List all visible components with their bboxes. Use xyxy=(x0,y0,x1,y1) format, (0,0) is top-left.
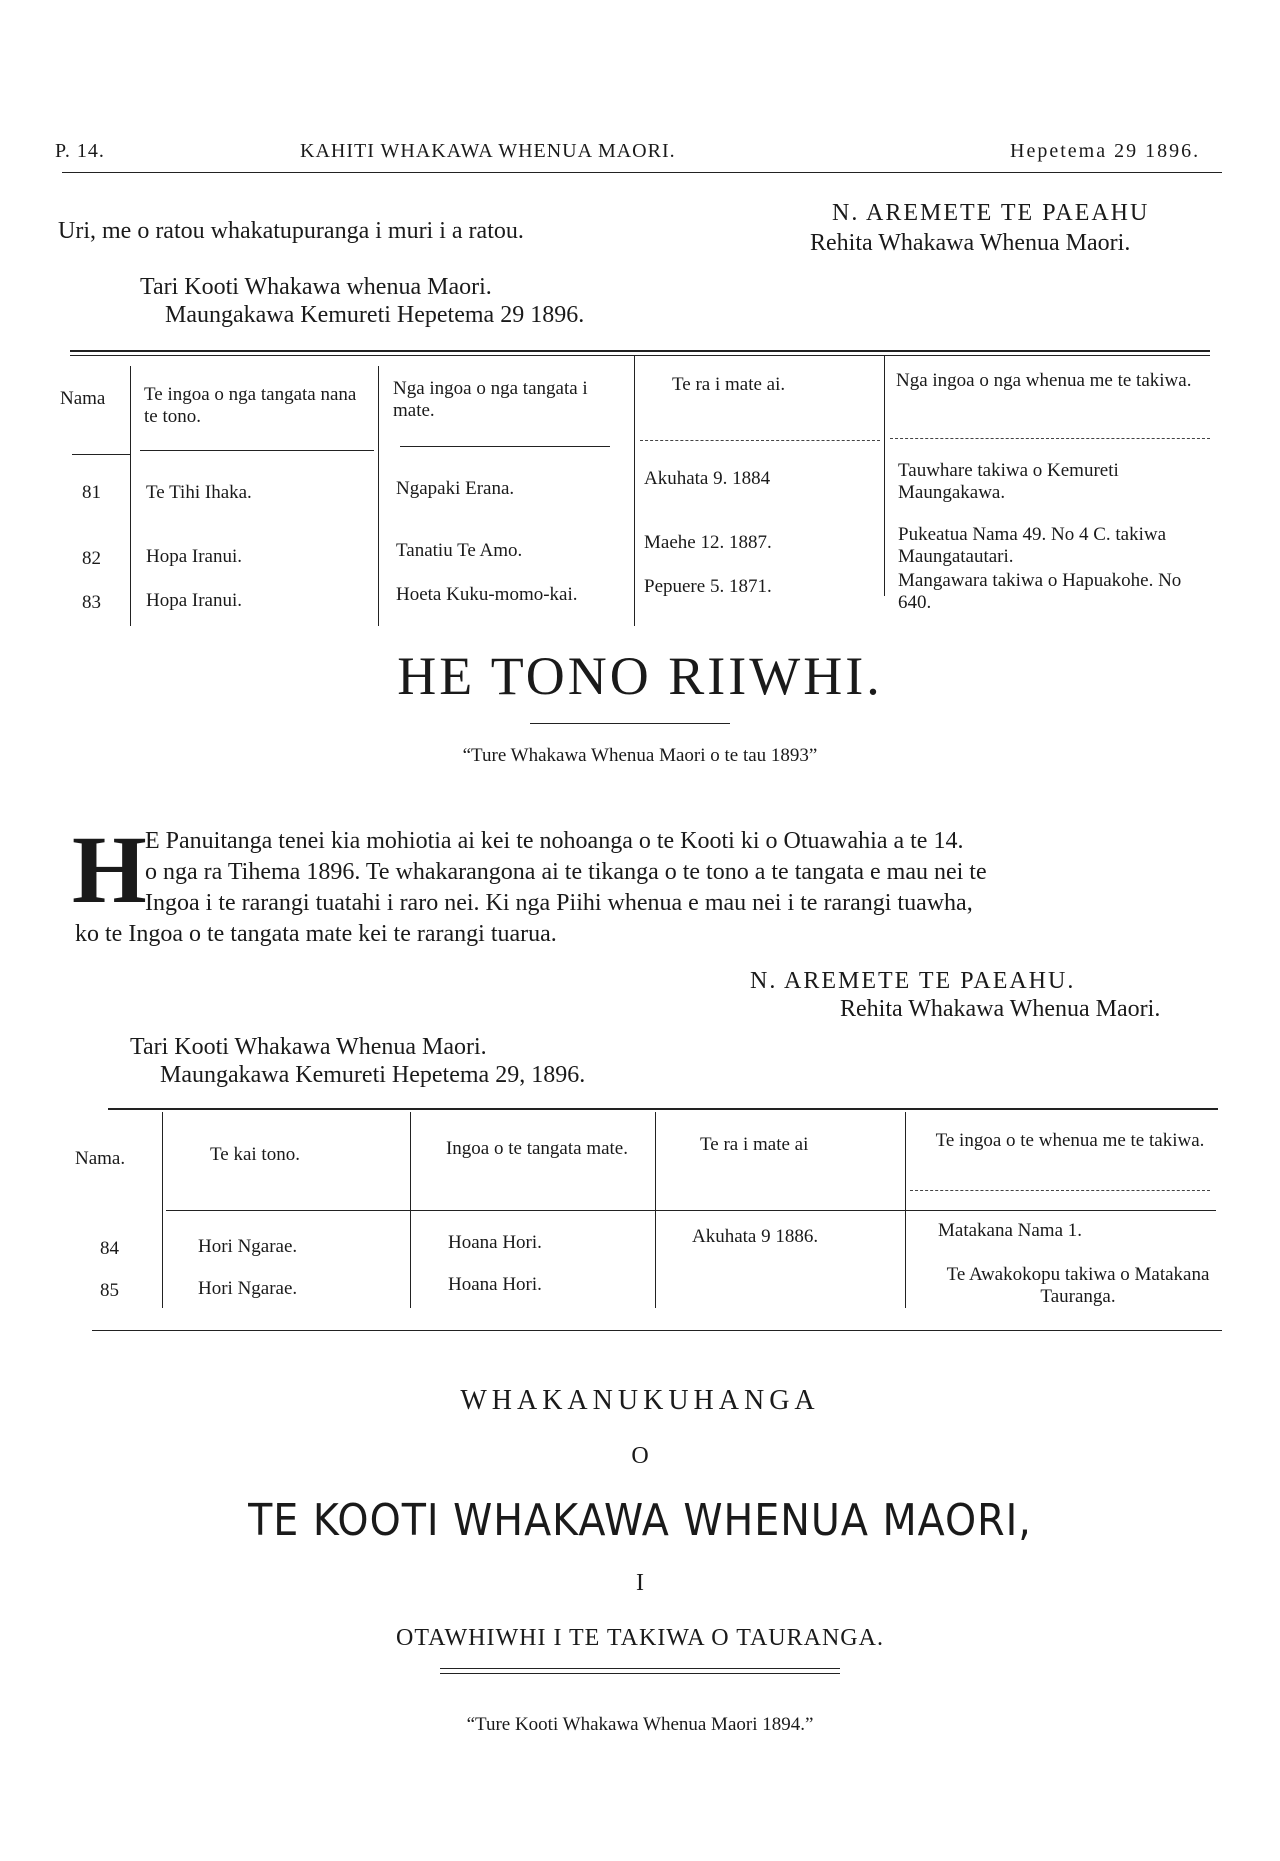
notice-place-date: Maungakawa Kemureti Hepetema 29 1896. xyxy=(165,302,585,328)
signature-name: N. AREMETE TE PAEAHU. xyxy=(750,968,1076,994)
body-line: ko te Ingoa o te tangata mate kei te rarangi tuarua. xyxy=(75,921,557,947)
column-divider xyxy=(884,356,885,596)
land-block: Mangawara takiwa o Hapuakohe. No 640. xyxy=(898,570,1182,613)
body-line: Ingoa i te rarangi tuatahi i raro nei. Ki nga Piihi whenua e mau nei i te rarangi tuawha, xyxy=(145,890,973,916)
notice-closing-line: Uri, me o ratou whakatupuranga i muri i a ratou. xyxy=(58,218,524,244)
column-divider xyxy=(634,356,635,626)
notice-signature-title: Rehita Whakawa Whenua Maori. xyxy=(810,230,1131,256)
column-header: Te ingoa o nga tangata nana te tono. xyxy=(144,384,357,427)
column-header: Te ra i mate ai. xyxy=(672,374,786,395)
body-line: E Panuitanga tenei kia mohiotia ai kei te nohoanga o te Kooti ki o Otuawahia a te 14. xyxy=(145,828,964,854)
signature-title: Rehita Whakawa Whenua Maori. xyxy=(840,996,1161,1022)
header-underline xyxy=(400,446,610,447)
table-top-rule-inner xyxy=(70,355,1210,356)
body-line: o nga ra Tihema 1896. Te whakarangona ai te tikanga o te tono a te tangata e mau nei te xyxy=(145,859,987,885)
header-rule xyxy=(62,172,1222,173)
row-number: 85 xyxy=(100,1280,119,1301)
column-header: Ingoa o te tangata mate. xyxy=(445,1138,628,1159)
header-underline xyxy=(140,450,374,451)
header-underline xyxy=(890,438,1210,439)
title-rule xyxy=(530,723,730,724)
office-name: Tari Kooti Whakawa Whenua Maori. xyxy=(130,1034,487,1060)
section-title: HE TONO RIIWHI. xyxy=(397,646,883,706)
column-divider xyxy=(162,1112,163,1308)
notice-office: Tari Kooti Whakawa whenua Maori. xyxy=(140,274,492,300)
header-underline xyxy=(166,1210,1216,1211)
place-date: Maungakawa Kemureti Hepetema 29, 1896. xyxy=(160,1062,586,1088)
section-rule xyxy=(440,1673,840,1674)
act-reference: “Ture Kooti Whakawa Whenua Maori 1894.” xyxy=(466,1714,814,1735)
column-header: Te kai tono. xyxy=(210,1144,300,1165)
column-header: Nama xyxy=(60,388,106,409)
table-bottom-rule xyxy=(92,1330,1222,1331)
header-date: Hepetema 29 1896. xyxy=(1010,140,1201,162)
applicant-name: Hopa Iranui. xyxy=(146,590,243,611)
death-date: Akuhata 9. 1884 xyxy=(644,468,771,489)
table-top-rule xyxy=(108,1108,1218,1110)
row-number: 84 xyxy=(100,1238,119,1259)
section-heading-line: O xyxy=(631,1443,649,1469)
applicant-name: Hopa Iranui. xyxy=(146,546,243,567)
deceased-name: Hoana Hori. xyxy=(448,1232,542,1253)
header-underline xyxy=(910,1190,1210,1191)
header-underline xyxy=(640,440,880,441)
column-divider xyxy=(378,366,379,626)
row-number: 83 xyxy=(82,592,101,613)
column-header: Te ingoa o te whenua me te takiwa. xyxy=(935,1130,1205,1151)
section-heading-line: I xyxy=(636,1570,644,1596)
death-date: Pepuere 5. 1871. xyxy=(644,576,772,597)
column-header: Nama. xyxy=(75,1148,126,1169)
header-underline xyxy=(72,454,130,455)
deceased-name: Hoeta Kuku-momo-kai. xyxy=(396,584,578,605)
column-header: Te ra i mate ai xyxy=(700,1134,809,1155)
section-heading-line: OTAWHIWHI I TE TAKIWA O TAURANGA. xyxy=(396,1625,884,1651)
land-block: Tauwhare takiwa o Kemureti Maungakawa. xyxy=(898,460,1119,503)
deceased-name: Tanatiu Te Amo. xyxy=(396,540,523,561)
notice-signature-name: N. AREMETE TE PAEAHU xyxy=(832,200,1150,226)
section-rule xyxy=(440,1668,840,1669)
row-number: 81 xyxy=(82,482,101,503)
death-date: Maehe 12. 1887. xyxy=(644,532,772,553)
column-header: Nga ingoa o nga whenua me te takiwa. xyxy=(896,370,1192,391)
section-heading-main: TE KOOTI WHAKAWA WHENUA MAORI, xyxy=(248,1495,1032,1546)
applicant-name: Te Tihi Ihaka. xyxy=(146,482,252,503)
deceased-name: Ngapaki Erana. xyxy=(396,478,515,499)
drop-cap: H xyxy=(72,816,147,923)
page-number: P. 14. xyxy=(55,140,105,162)
land-block: Matakana Nama 1. xyxy=(938,1220,1083,1241)
table-top-rule xyxy=(70,350,1210,352)
applicant-name: Hori Ngarae. xyxy=(198,1278,298,1299)
applicant-name: Hori Ngarae. xyxy=(198,1236,298,1257)
column-header: Nga ingoa o nga tangata i mate. xyxy=(393,378,588,421)
deceased-name: Hoana Hori. xyxy=(448,1274,542,1295)
land-block: Te Awakokopu takiwa o Matakana Tauranga. xyxy=(946,1264,1210,1307)
publication-title: KAHITI WHAKAWA WHENUA MAORI. xyxy=(300,140,676,162)
death-date: Akuhata 9 1886. xyxy=(692,1226,819,1247)
act-reference: “Ture Whakawa Whenua Maori o te tau 1893” xyxy=(462,745,818,766)
land-block: Pukeatua Nama 49. No 4 C. takiwa Maungatautari. xyxy=(898,524,1167,567)
column-divider xyxy=(130,366,131,626)
row-number: 82 xyxy=(82,548,101,569)
section-heading-line: WHAKANUKUHANGA xyxy=(460,1385,820,1416)
